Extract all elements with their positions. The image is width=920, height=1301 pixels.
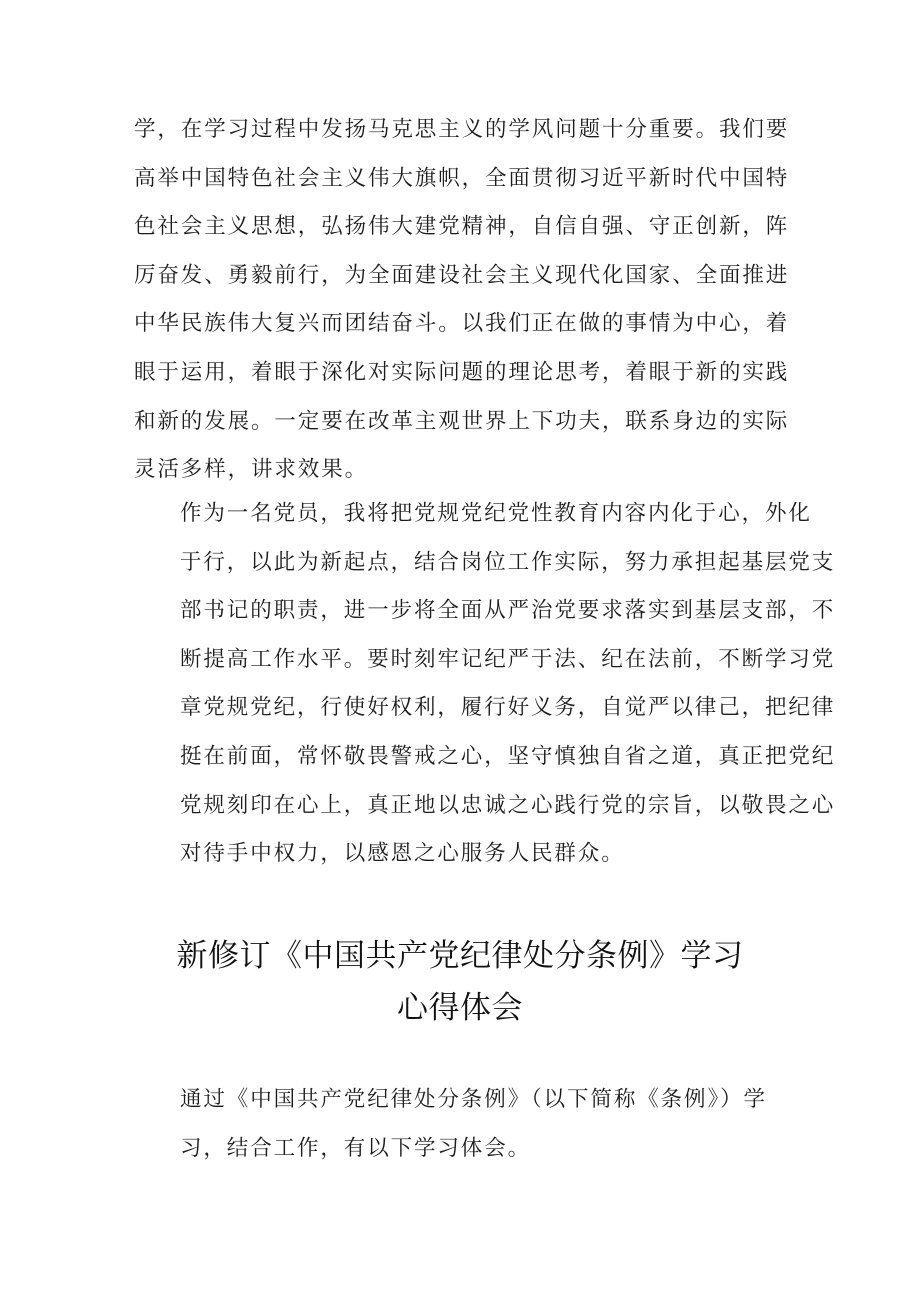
title-line-1: 新修订《中国共产党纪律处分条例》学习 [176,938,744,974]
text-line: 学，在学习过程中发扬马克思主义的学风问题十分重要。我们要 [134,117,790,142]
text-line: 章党规党纪，行使好权利，履行好义务，自觉严以律己，把纪律 [180,695,836,721]
paragraph-study-style [134,106,790,495]
paragraph-introduction [134,1076,786,1173]
text-line: 党规刻印在心上，真正地以忠诚之心践行党的宗旨，以敬畏之心 [180,792,836,818]
text-line: 通过《中国共产党纪律处分条例》（以下简称《条例》）学 [180,1087,767,1112]
text-line: 挺在前面，常怀敬畏警戒之心，坚守慎独自省之道，真正把党纪 [180,743,836,769]
text-line: 灵活多样，讲求效果。 [134,457,369,483]
title-line-2: 心得体会 [397,990,523,1026]
text-line: 对待手中权力，以感恩之心服务人民群众。 [180,841,625,867]
text-line: 中华民族伟大复兴而团结奋斗。以我们正在做的事情为中心，着 [134,311,790,337]
text-line: 色社会主义思想，弘扬伟大建党精神，自信自强、守正创新，阵 [134,214,790,240]
text-line: 习，结合工作，有以下学习体会。 [180,1135,532,1161]
text-line: 部书记的职责，进一步将全面从严治党要求落实到基层支部，不 [180,598,836,624]
text-line: 断提高工作水平。要时刻牢记纪严于法、纪在法前，不断学习党 [180,646,836,672]
paragraph-party-member [134,490,836,879]
text-line: 眼于运用，着眼于深化对实际问题的理论思考，着眼于新的实践 [134,359,790,385]
document-title [120,930,800,1034]
text-line: 作为一名党员，我将把党规党纪党性教育内容内化于心，外化 [180,501,812,526]
text-line: 高举中国特色社会主义伟大旗帜，全面贯彻习近平新时代中国特 [134,165,790,191]
text-line: 厉奋发、勇毅前行，为全面建设社会主义现代化国家、全面推进 [134,262,790,288]
text-line: 于行，以此为新起点，结合岗位工作实际，努力承担起基层党支 [180,549,836,575]
text-line: 和新的发展。一定要在改革主观世界上下功夫，联系身边的实际 [134,408,790,434]
